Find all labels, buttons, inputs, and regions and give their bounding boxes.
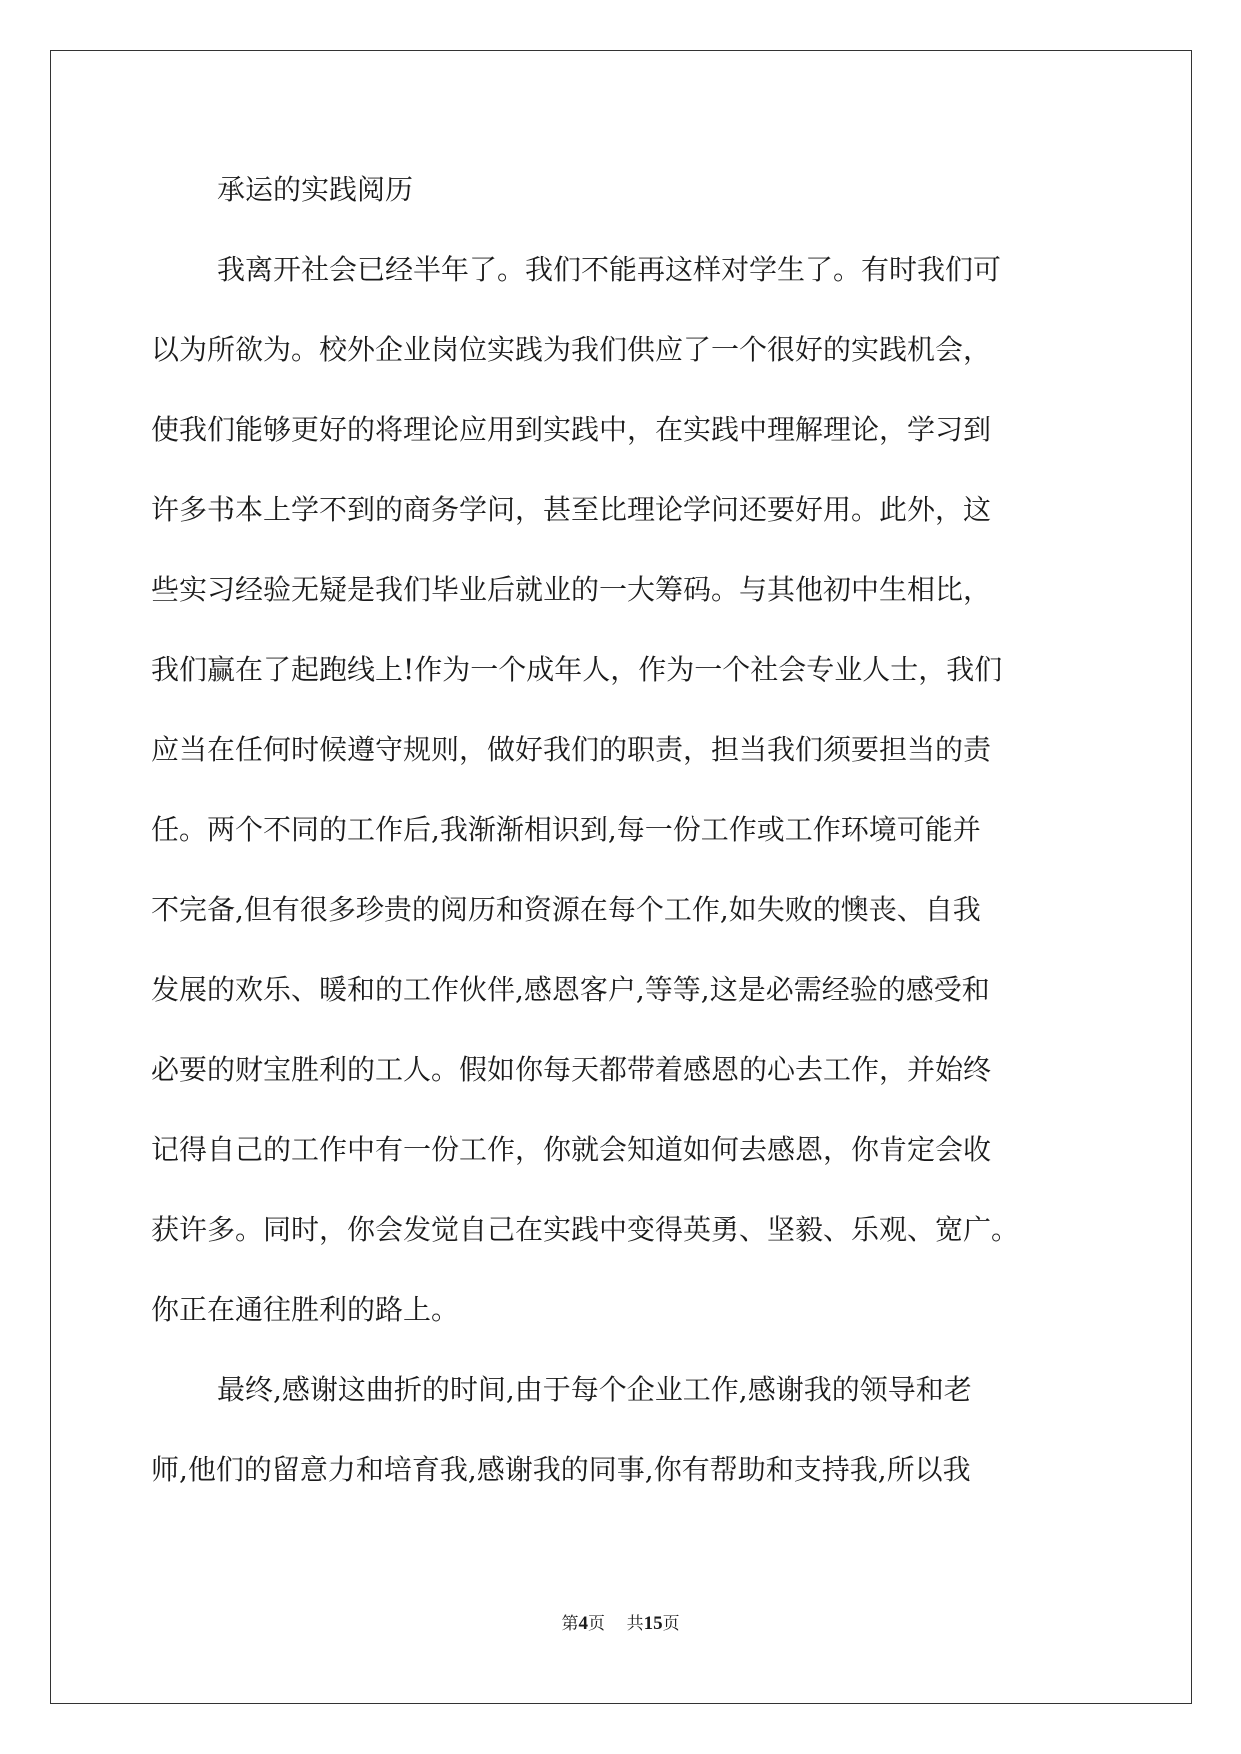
document-body <box>151 163 1091 1523</box>
page-footer <box>0 1612 1241 1636</box>
paragraph-line: 任。两个不同的工作后,我渐渐相识到,每一份工作或工作环境可能并 <box>151 813 981 846</box>
paragraph-line: 使我们能够更好的将理论应用到实践中，在实践中理解理论，学习到 <box>151 413 992 446</box>
page-total-prefix: 共 <box>626 1614 644 1634</box>
paragraph-line: 师,他们的留意力和培育我,感谢我的同事,你有帮助和支持我,所以我 <box>151 1453 971 1486</box>
page-number-current: 4 <box>578 1613 588 1634</box>
paragraph-line: 记得自己的工作中有一份工作，你就会知道如何去感恩，你肯定会收 <box>151 1133 992 1166</box>
paragraph-line: 以为所欲为。校外企业岗位实践为我们供应了一个很好的实践机会， <box>151 333 992 366</box>
page-total-count: 15 <box>643 1613 663 1634</box>
page-total-suffix: 页 <box>662 1614 680 1634</box>
paragraph-line: 我离开社会已经半年了。我们不能再这样对学生了。有时我们可 <box>217 253 1002 286</box>
paragraph-line: 必要的财宝胜利的工人。假如你每天都带着感恩的心去工作，并始终 <box>151 1053 992 1086</box>
paragraph-line: 应当在任何时候遵守规则，做好我们的职责，担当我们须要担当的责 <box>151 733 992 766</box>
paragraph-line: 获许多。同时，你会发觉自己在实践中变得英勇、坚毅、乐观、宽广。 <box>151 1213 1020 1246</box>
paragraph-line: 最终,感谢这曲折的时间,由于每个企业工作,感谢我的领导和老 <box>217 1373 972 1406</box>
paragraph-line: 许多书本上学不到的商务学问，甚至比理论学问还要好用。此外，这 <box>151 493 992 526</box>
paragraph-line: 我们赢在了起跑线上!作为一个成年人，作为一个社会专业人士，我们 <box>151 653 1003 686</box>
paragraph-line: 发展的欢乐、暖和的工作伙伴,感恩客户,等等,这是必需经验的感受和 <box>151 973 990 1006</box>
page-number-prefix: 第 <box>561 1614 579 1634</box>
paragraph-line: 些实习经验无疑是我们毕业后就业的一大筹码。与其他初中生相比， <box>151 573 992 606</box>
paragraph-line: 你正在通往胜利的路上。 <box>151 1293 460 1326</box>
paragraph-line: 不完备,但有很多珍贵的阅历和资源在每个工作,如失败的懊丧、自我 <box>151 893 981 926</box>
section-heading: 承运的实践阅历 <box>217 173 414 206</box>
page-number-suffix: 页 <box>587 1614 605 1634</box>
